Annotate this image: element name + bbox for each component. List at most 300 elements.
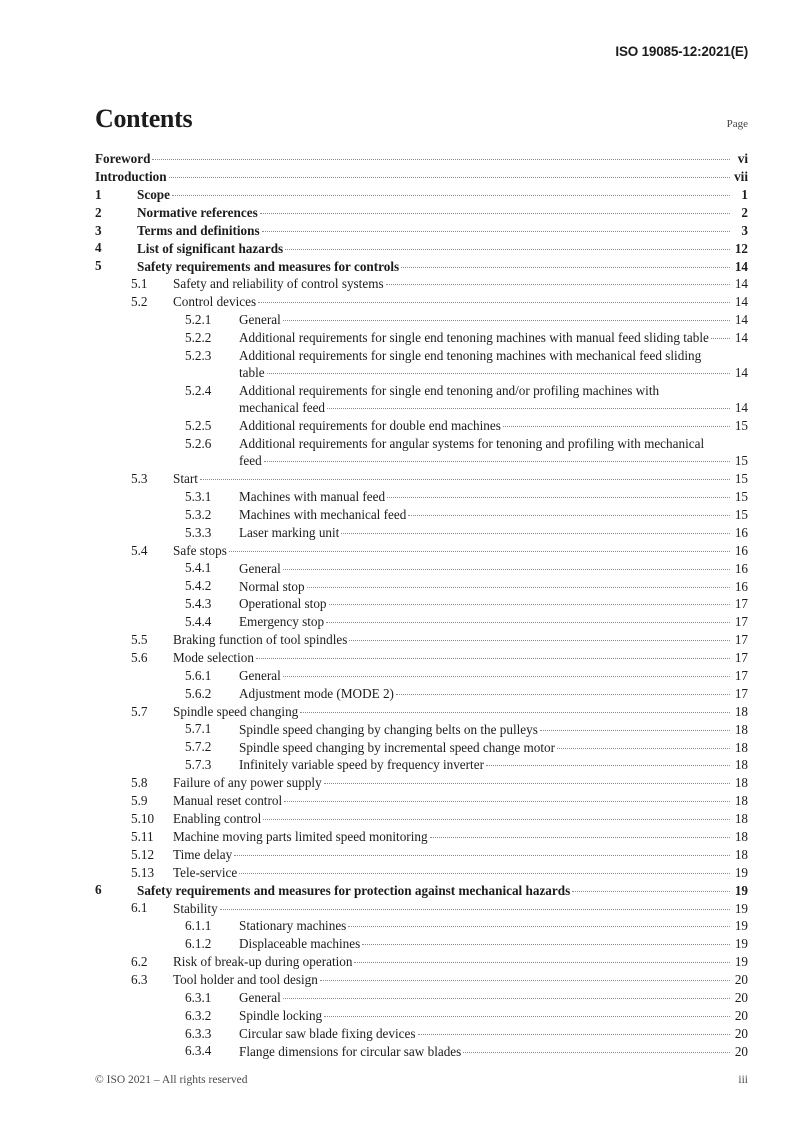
toc-entry-label-line: Additional requirements for single end tenoning machines with mechanical feed sliding [239,347,702,363]
dot-leader [362,935,730,948]
toc-entry-page-number: 20 [734,1007,748,1023]
toc-entry-label: table [239,365,265,381]
toc-entry-last-line [239,756,748,773]
toc-entry-body [173,828,748,845]
toc-entry-last-line [239,989,748,1006]
toc-entry[interactable] [95,559,748,576]
dot-leader [557,738,730,751]
toc-entry-last-line [173,828,748,845]
toc-entry-number: 5.2 [131,294,148,310]
toc-entry-body [239,417,748,434]
toc-entry-number: 1 [95,186,102,202]
toc-entry[interactable] [95,810,748,827]
toc-entry-page-number: 18 [734,703,748,719]
dot-leader [430,828,730,841]
toc-entry-label: Spindle speed changing by incremental speed change motor [239,739,556,755]
toc-entry-last-line [239,613,748,630]
toc-entry[interactable] [95,168,748,185]
toc-entry-body [173,703,748,720]
toc-entry-number: 5.4.3 [185,596,212,612]
toc-entry-last-line [95,150,748,167]
dot-leader [262,222,730,235]
toc-entry-number: 5.2.4 [185,382,212,398]
toc-entry-body [239,488,748,505]
toc-entry-label: Machines with manual feed [239,489,386,505]
toc-entry-number: 6.3.2 [185,1007,212,1023]
toc-entry-body [239,720,748,737]
toc-entry-last-line [239,935,748,952]
toc-entry-last-line [137,186,748,203]
toc-entry[interactable] [95,613,748,630]
dot-leader [283,989,730,1002]
toc-entry-page-number: 19 [734,864,748,880]
toc-entry-number: 5.7.2 [185,739,212,755]
toc-entry-number: 5.9 [131,793,148,808]
toc-entry-last-line [239,720,748,737]
toc-entry[interactable] [95,329,748,346]
toc-entry-page-number: 16 [734,578,748,594]
toc-entry-body [137,204,748,221]
toc-entry[interactable] [95,488,748,505]
dot-leader [258,293,730,306]
toc-entry-body [173,971,748,988]
toc-entry-page-number: 12 [734,240,748,256]
toc-entry[interactable] [95,204,748,221]
toc-entry-page-number: 2 [741,204,748,220]
toc-entry-last-line [239,917,748,934]
toc-entry-label: Start [173,471,198,487]
toc-entry-label: Spindle speed changing by changing belts on the pulleys [239,721,538,737]
toc-entry[interactable] [95,222,748,239]
toc-entry[interactable] [95,595,748,612]
toc-entry-body [173,792,748,809]
toc-entry-body [239,917,748,934]
toc-entry[interactable] [95,524,748,541]
page-title: Contents [95,104,193,133]
toc-entry-number: 5.5 [131,631,148,647]
toc-entry-page-number: 20 [734,989,748,1005]
toc-entry[interactable] [95,470,748,487]
dot-leader [396,685,730,698]
toc-entry[interactable] [95,953,748,970]
toc-entry-page-number: 16 [734,542,748,558]
toc-entry-number: 6.3.4 [185,1043,212,1059]
toc-entry-last-line [173,899,748,916]
toc-entry-last-line [239,595,748,612]
toc-entry-last-line [173,293,748,310]
dot-leader [711,329,730,342]
toc-entry-page-number: 16 [734,560,748,576]
toc-entry-body [239,382,748,417]
toc-entry-last-line [239,1025,748,1042]
toc-entry-page-number: 19 [734,900,748,916]
toc-entry-page-number: 20 [734,1025,748,1041]
toc-entry-page-number: 18 [734,793,748,809]
page-footer [95,1074,748,1090]
toc-entry-label: Normal stop [239,578,305,594]
toc-entry[interactable] [95,577,748,594]
toc-entry-label: General [239,667,281,683]
toc-entry-number: 5.2.3 [185,347,212,363]
toc-entry-last-line [239,329,748,346]
toc-entry-last-line [137,204,748,221]
dot-leader [283,667,730,680]
toc-entry-last-line [239,738,748,755]
toc-entry-last-line [137,881,748,898]
toc-entry-page-number: 18 [734,828,748,844]
toc-entry-label: Introduction [95,169,167,185]
toc-entry-body [173,470,748,487]
toc-entry-body [239,685,748,702]
toc-entry-body [239,935,748,952]
dot-leader [324,1007,730,1020]
toc-entry[interactable] [95,846,748,863]
toc-entry-number: 6.3.1 [185,989,212,1005]
dot-leader [229,542,730,555]
toc-entry-body [137,239,748,256]
toc-entry-body [137,257,748,274]
toc-entry[interactable] [95,649,748,666]
toc-entry-last-line [239,685,748,702]
toc-entry[interactable] [95,631,748,648]
toc-entry-label: General [239,312,281,328]
toc-entry[interactable] [95,828,748,845]
toc-entry-number: 5.6.2 [185,685,212,701]
toc-entry-number: 5.2.5 [185,417,212,433]
dot-leader [285,239,730,252]
toc-entry-page-number: 15 [734,453,748,469]
toc-entry-body [239,347,748,382]
toc-entry[interactable] [95,417,748,434]
toc-entry-label: List of significant hazards [137,240,284,256]
dot-leader [326,613,730,626]
toc-entry-body [239,738,748,755]
toc-entry[interactable] [95,542,748,559]
toc-entry[interactable] [95,935,748,952]
toc-entry-number: 5.3.1 [185,488,212,504]
dot-leader [418,1025,730,1038]
toc-entry-label: Spindle speed changing [173,703,299,719]
toc-entry[interactable] [95,382,748,417]
toc-entry-last-line [173,792,748,809]
toc-entry-page-number: 15 [734,506,748,522]
toc-entry[interactable] [95,506,748,523]
toc-entry-label: Emergency stop [239,614,325,630]
toc-entry-page-number: 20 [734,1043,748,1059]
dot-leader [300,703,730,716]
dot-leader [172,186,730,199]
toc-entry-label: Stationary machines [239,918,347,934]
toc-entry-body [239,1042,748,1059]
toc-entry-label: Foreword [95,151,151,167]
toc-entry-page-number: vi [737,151,748,167]
toc-entry-body [173,774,748,791]
toc-entry-body [95,168,748,185]
dot-leader [307,577,730,590]
toc-entry-last-line [239,452,748,469]
dot-leader [234,846,730,859]
toc-entry-number: 6.1.1 [185,918,212,934]
toc-entry-page-number: 14 [734,294,748,310]
toc-entry-last-line [173,649,748,666]
toc-entry-label: feed [239,453,262,469]
toc-entry-page-number: 15 [734,418,748,434]
toc-entry-last-line [173,542,748,559]
toc-entry-page-number: 19 [734,954,748,970]
toc-entry-body [239,311,748,328]
toc-entry-number: 6.2 [131,954,148,970]
toc-entry-body [173,953,748,970]
toc-entry[interactable] [95,720,748,737]
toc-entry-page-number: 18 [734,811,748,827]
dot-leader [324,774,730,787]
toc-entry[interactable] [95,311,748,328]
toc-entry-page-number: 14 [734,312,748,328]
toc-entry-page-number: 18 [734,757,748,773]
dot-leader [503,417,730,430]
toc-entry-number: 5.4 [131,542,148,558]
toc-entry-page-number: 14 [734,330,748,346]
toc-entry-body [239,1025,748,1042]
dot-leader [463,1042,730,1055]
toc-entry-label-line: Additional requirements for single end tenoning and/or profiling machines with [239,382,660,398]
toc-entry-page-number: 18 [734,775,748,791]
toc-entry-body [239,506,748,523]
toc-entry-number: 6.1.2 [185,936,212,952]
toc-entry-last-line [137,239,748,256]
toc-entry-page-number: 17 [734,614,748,630]
toc-entry-last-line [239,1007,748,1024]
dot-leader [220,899,730,912]
toc-entry[interactable] [95,685,748,702]
toc-entry[interactable] [95,792,748,809]
toc-entry-body [95,150,748,167]
toc-entry-number: 5 [95,258,102,274]
dot-leader [329,595,730,608]
toc-entry[interactable] [95,275,748,292]
toc-entry-label: Manual reset control [173,793,283,809]
toc-entry-body [137,186,748,203]
toc-entry-label: Scope [137,186,170,202]
toc-entry[interactable] [95,667,748,684]
toc-entry-number: 5.7 [131,703,148,719]
toc-entry-last-line [239,417,748,434]
toc-entry-label: Operational stop [239,596,327,612]
toc-entry-last-line [137,257,748,274]
toc-entry-label: Additional requirements for double end machines [239,418,501,434]
toc-entry[interactable] [95,881,748,898]
toc-entry-number: 5.11 [131,828,154,844]
dot-leader [320,971,730,984]
toc-entry-page-number: 15 [734,471,748,487]
dot-leader [283,311,730,324]
toc-entry-label: Safety and reliability of control systems [173,276,384,292]
toc-entry[interactable] [95,756,748,773]
toc-entry-page-number: 17 [734,667,748,683]
toc-entry[interactable] [95,1025,748,1042]
toc-entry-label: Failure of any power supply [173,775,322,791]
toc-entry-label: Infinitely variable speed by frequency inverter [239,757,484,773]
dot-leader [264,452,730,465]
toc-entry-number: 5.4.1 [185,560,212,576]
toc-entry-last-line [239,559,748,576]
toc-entry-label: Braking function of tool spindles [173,632,348,648]
toc-entry-body [239,524,748,541]
toc-entry[interactable] [95,239,748,256]
toc-entry-label: Stability [173,900,218,916]
toc-entry-label: Displaceable machines [239,936,361,952]
dot-leader [386,275,730,288]
dot-leader [260,204,730,217]
toc-entry-number: 5.6.1 [185,667,212,683]
toc-entry-body [239,577,748,594]
page-column-header: Page [726,118,748,130]
toc-entry-body [137,881,748,898]
toc-entry-last-line [239,399,748,416]
toc-entry-body [239,329,748,346]
toc-entry-number: 5.12 [131,846,155,862]
toc-entry-last-line [173,971,748,988]
toc-entry-last-line [239,364,748,381]
toc-entry-last-line [239,524,748,541]
toc-entry[interactable] [95,989,748,1006]
document-number-header: ISO 19085-12:2021(E) [615,44,748,59]
toc-entry-number: 6.1 [131,900,148,916]
toc-entry-label: Flange dimensions for circular saw blades [239,1043,462,1059]
toc-entry-label: General [239,989,281,1005]
dot-leader [401,257,730,270]
toc-entry-page-number: vii [734,169,748,185]
toc-entry-page-number: 19 [734,936,748,952]
toc-entry-page-number: 16 [734,524,748,540]
toc-entry-last-line [173,275,748,292]
dot-leader [263,810,730,823]
dot-leader [349,631,730,644]
toc-entry-body [173,649,748,666]
toc-entry[interactable] [95,1042,748,1059]
toc-entry-body [173,864,748,881]
toc-entry-label: Safe stops [173,542,227,558]
toc-entry-number: 5.3.3 [185,524,212,540]
toc-entry-number: 3 [95,222,102,238]
toc-entry-last-line [173,810,748,827]
dot-leader [341,524,730,537]
toc-entry-page-number: 17 [734,685,748,701]
toc-entry-number: 5.2.6 [185,435,212,451]
dot-leader [256,649,730,662]
toc-entry[interactable] [95,293,748,310]
toc-entry-page-number: 14 [734,258,748,274]
toc-entry-page-number: 18 [734,739,748,755]
toc-entry-label: Terms and definitions [137,222,260,238]
toc-entry-last-line [239,506,748,523]
toc-entry[interactable] [95,738,748,755]
toc-entry-number: 5.6 [131,649,148,665]
toc-entry-page-number: 19 [734,882,748,898]
toc-entry-body [173,846,748,863]
toc-entry-body [239,1007,748,1024]
toc-entry-number: 6 [95,882,102,898]
toc-entry-number: 5.4.2 [185,578,212,594]
toc-entry-page-number: 18 [734,846,748,862]
toc-entry-page-number: 17 [734,650,748,666]
toc-entry-last-line [173,470,748,487]
toc-entry-label: Spindle locking [239,1007,323,1023]
toc-entry[interactable] [95,1007,748,1024]
toc-entry-label: mechanical feed [239,400,326,416]
toc-entry-body [173,810,748,827]
toc-entry-page-number: 15 [734,489,748,505]
toc-entry-page-number: 14 [734,365,748,381]
toc-entry[interactable] [95,257,748,274]
page-folio: iii [738,1074,748,1086]
toc-entry-label: Time delay [173,846,233,862]
toc-entry-label: Tele-service [173,864,238,880]
toc-entry-label: General [239,560,281,576]
toc-entry[interactable] [95,774,748,791]
toc-entry-number: 5.2.1 [185,312,212,328]
toc-entry[interactable] [95,971,748,988]
toc-entry-label: Laser marking unit [239,524,340,540]
toc-entry-number: 6.3.3 [185,1025,212,1041]
dot-leader [408,506,730,519]
toc-entry-body [173,899,748,916]
toc-entry-label: Safety requirements and measures for controls [137,258,400,274]
toc-entry-last-line [239,667,748,684]
toc-entry-body [239,435,748,470]
toc-entry[interactable] [95,703,748,720]
toc-entry-number: 5.3.2 [185,506,212,522]
toc-entry[interactable] [95,917,748,934]
toc-entry-label: Adjustment mode (MODE 2) [239,685,394,701]
toc-entry-body [137,222,748,239]
toc-entry-last-line [239,1042,748,1059]
toc-entry-body [173,631,748,648]
toc-entry-page-number: 19 [734,918,748,934]
toc-entry-page-number: 18 [734,721,748,737]
dot-leader [540,720,730,733]
toc-entry-label: Machines with mechanical feed [239,506,407,522]
toc-entry-number: 5.13 [131,864,155,880]
dot-leader [267,364,730,377]
dot-leader [152,150,730,163]
toc-entry-number: 5.4.4 [185,614,212,630]
toc-entry[interactable] [95,435,748,470]
toc-entry-last-line [239,311,748,328]
toc-entry-last-line [173,846,748,863]
table-of-contents [95,150,748,1060]
toc-entry-body [173,293,748,310]
dot-leader [572,881,730,894]
dot-leader [387,488,730,501]
toc-entry-label: Normative references [137,204,258,220]
toc-entry-number: 2 [95,204,102,220]
toc-entry[interactable] [95,347,748,382]
toc-entry[interactable] [95,186,748,203]
toc-entry-number: 5.1 [131,276,148,292]
dot-leader [348,917,730,930]
toc-entry-label: Circular saw blade fixing devices [239,1025,416,1041]
toc-entry-label: Additional requirements for single end tenoning machines with manual feed sliding table [239,330,709,346]
toc-entry-label: Risk of break-up during operation [173,954,353,970]
toc-entry[interactable] [95,150,748,167]
toc-entry-label: Control devices [173,294,257,310]
toc-entry[interactable] [95,864,748,881]
toc-entry-body [239,667,748,684]
toc-entry[interactable] [95,899,748,916]
toc-entry-body [239,989,748,1006]
toc-entry-last-line [173,774,748,791]
